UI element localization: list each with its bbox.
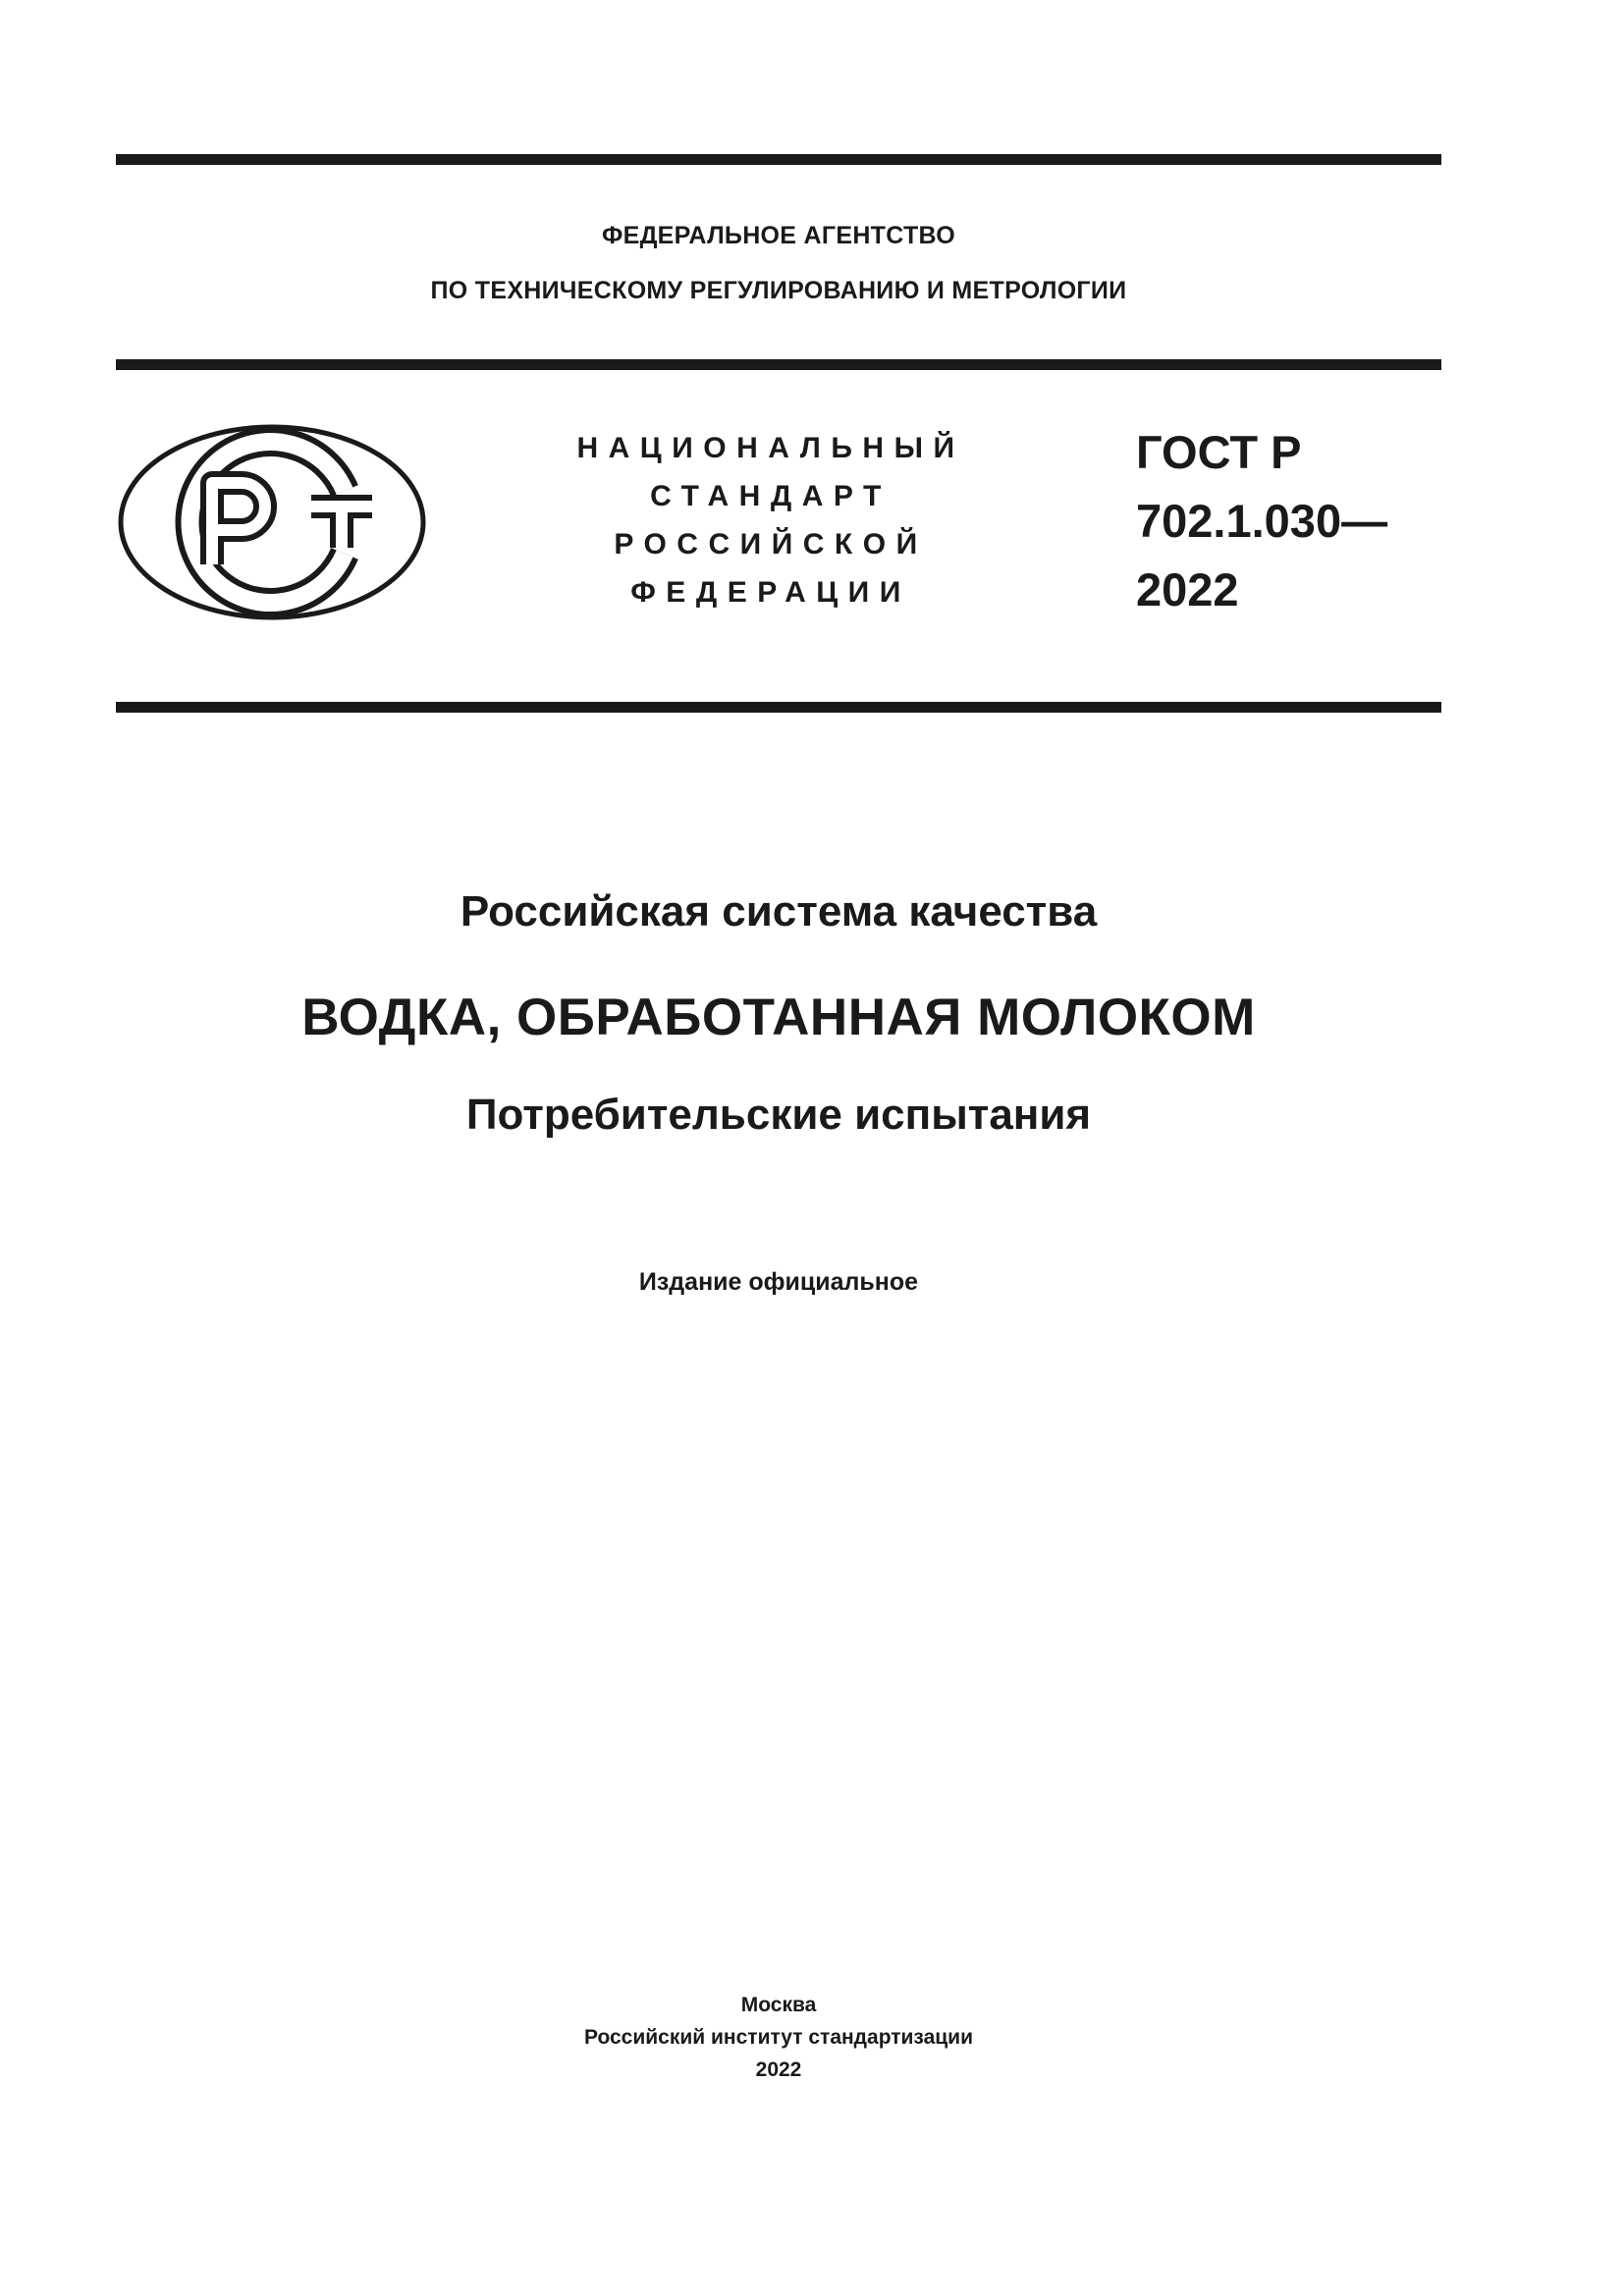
designation-line-1: ГОСТ Р: [1136, 426, 1302, 478]
standard-type-line-2: СТАНДАРТ: [650, 480, 892, 512]
middle-rule: [116, 359, 1441, 370]
designation-line-2: 702.1.030—: [1136, 495, 1388, 547]
standard-type-line-4: ФЕДЕРАЦИИ: [630, 576, 911, 609]
imprint-city: Москва: [740, 1994, 817, 2016]
agency-line-2: ПО ТЕХНИЧЕСКОМУ РЕГУЛИРОВАНИЮ И МЕТРОЛОГИИ: [430, 277, 1127, 304]
bottom-rule: [116, 702, 1441, 713]
imprint-year: 2022: [755, 2058, 802, 2081]
standard-type-line-1: НАЦИОНАЛЬНЫЙ: [576, 432, 965, 464]
imprint-publisher: Российский институт стандартизации: [583, 2026, 974, 2049]
top-rule: [116, 154, 1441, 165]
standard-type-line-3: РОССИЙСКОЙ: [614, 528, 928, 561]
agency-line-1: ФЕДЕРАЛЬНОЕ АГЕНТСТВО: [601, 222, 956, 249]
designation-line-3: 2022: [1136, 563, 1239, 615]
series-title: Российская система качества: [460, 887, 1098, 935]
standard-type: [550, 424, 992, 616]
document-title: ВОДКА, ОБРАБОТАННАЯ МОЛОКОМ: [301, 988, 1256, 1046]
rst-certification-mark-icon: [116, 422, 428, 622]
document-subtitle: Потребительские испытания: [465, 1091, 1092, 1139]
standard-designation: [1136, 418, 1450, 624]
edition-label: Издание официальное: [638, 1268, 919, 1296]
